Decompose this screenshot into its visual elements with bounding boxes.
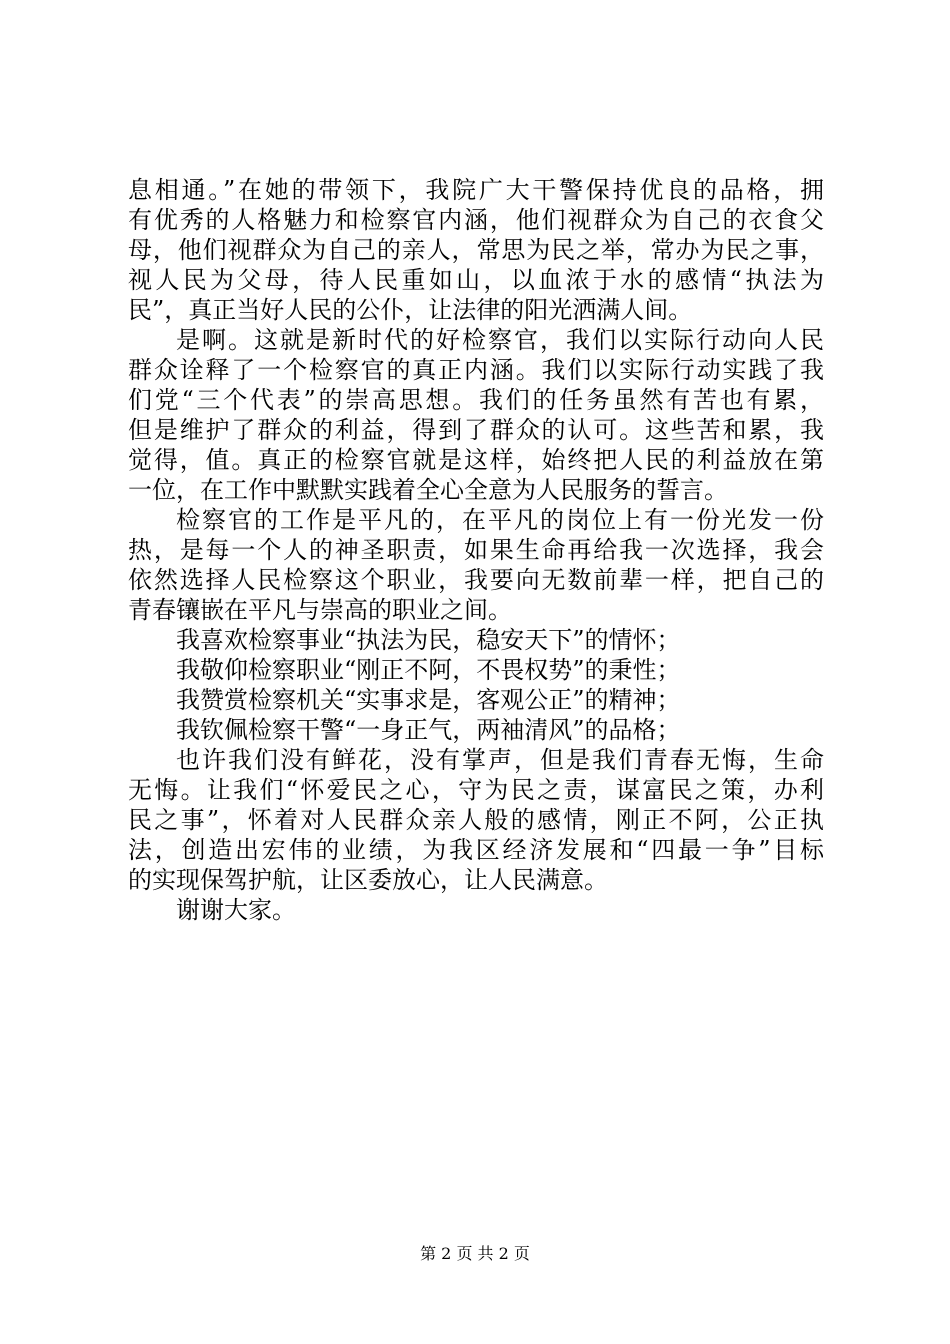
text-line: 也许我们没有鲜花，没有掌声，但是我们青春无悔，生命	[176, 746, 824, 774]
text-line: 谢谢大家。	[176, 896, 296, 924]
text-line: 但是维护了群众的利益，得到了群众的认可。这些苦和累，我	[128, 416, 824, 444]
text-line: 的实现保驾护航，让区委放心，让人民满意。	[128, 866, 608, 894]
text-line: 民之事”，怀着对人民群众亲人般的感情，刚正不阿，公正执	[128, 806, 824, 834]
text-line: 群众诠释了一个检察官的真正内涵。我们以实际行动实践了我	[128, 356, 824, 384]
text-line: 视人民为父母，待人民重如山，以血浓于水的感情“执法为	[128, 266, 824, 294]
text-line: 民”，真正当好人民的公仆，让法律的阳光洒满人间。	[128, 296, 693, 324]
text-line: 青春镶嵌在平凡与崇高的职业之间。	[128, 596, 512, 624]
text-line: 依然选择人民检察这个职业，我要向无数前辈一样，把自己的	[128, 566, 824, 594]
text-line: 一位，在工作中默默实践着全心全意为人民服务的誓言。	[128, 476, 728, 504]
text-line: 母，他们视群众为自己的亲人，常思为民之举，常办为民之事，	[128, 236, 824, 264]
text-line: 我敬仰检察职业“刚正不阿，不畏权势”的秉性；	[176, 656, 681, 684]
text-line: 无悔。让我们“怀爱民之心，守为民之责，谋富民之策，办利	[128, 776, 824, 804]
text-line: 息相通。”在她的带领下，我院广大干警保持优良的品格，拥	[128, 176, 824, 204]
text-line: 们党“三个代表”的崇高思想。我们的任务虽然有苦也有累，	[128, 386, 824, 414]
text-line: 我喜欢检察事业“执法为民，稳安天下”的情怀；	[176, 626, 681, 654]
page-number-footer: 第 2 页 共 2 页	[420, 1244, 530, 1263]
text-line: 是啊。这就是新时代的好检察官，我们以实际行动向人民	[176, 326, 824, 354]
text-line: 我钦佩检察干警“一身正气，两袖清风”的品格；	[176, 716, 681, 744]
text-line: 热，是每一个人的神圣职责，如果生命再给我一次选择，我会	[128, 536, 824, 564]
text-line: 觉得，值。真正的检察官就是这样，始终把人民的利益放在第	[128, 446, 824, 474]
text-line: 我赞赏检察机关“实事求是，客观公正”的精神；	[176, 686, 681, 714]
text-line: 法，创造出宏伟的业绩，为我区经济发展和“四最一争”目标	[128, 836, 824, 864]
text-line: 有优秀的人格魅力和检察官内涵，他们视群众为自己的衣食父	[128, 206, 824, 234]
document-body	[128, 175, 824, 925]
text-line: 检察官的工作是平凡的，在平凡的岗位上有一份光发一份	[176, 506, 824, 534]
